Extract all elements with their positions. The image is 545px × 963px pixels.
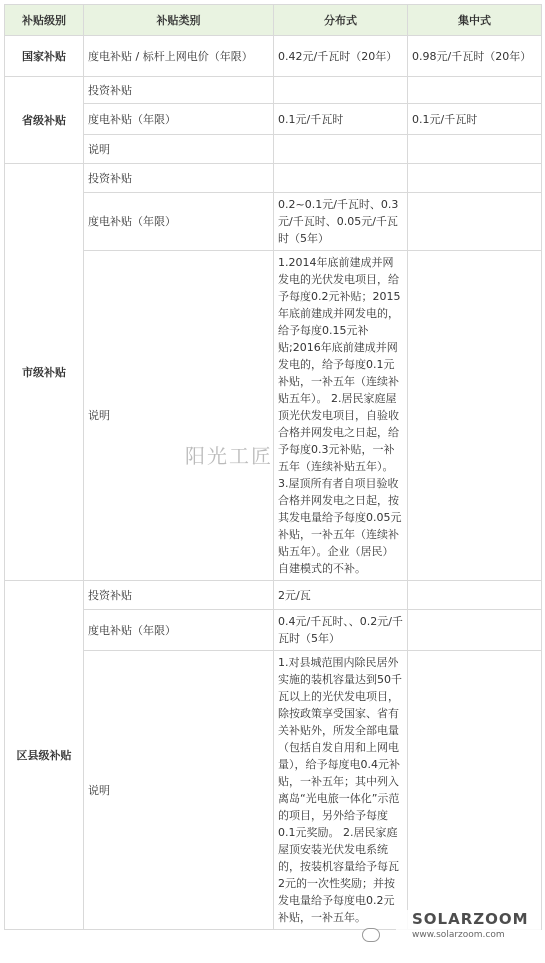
centralized-cell (408, 77, 542, 104)
table-row (5, 193, 542, 251)
centralized-cell: 0.98元/千瓦时（20年） (408, 36, 542, 77)
centralized-cell (408, 193, 542, 251)
logo-url: www.solarzoom.com (412, 930, 505, 940)
table-row (5, 77, 542, 104)
centralized-cell (408, 135, 542, 164)
level-national: 国家补贴 (5, 36, 84, 77)
centralized-cell: 0.1元/千瓦时 (408, 104, 542, 135)
distributed-cell: 0.2~0.1元/千瓦时、0.3元/千瓦时、0.05元/千瓦时（5年） (274, 193, 408, 251)
centralized-cell (408, 651, 542, 930)
table-row (5, 164, 542, 193)
level-provincial: 省级补贴 (5, 77, 84, 164)
table-row (5, 610, 542, 651)
category-cell: 投资补贴 (84, 581, 274, 610)
distributed-cell: 2元/瓦 (274, 581, 408, 610)
distributed-cell (274, 164, 408, 193)
header-row (5, 5, 542, 36)
subsidy-table (4, 4, 542, 930)
centralized-cell (408, 251, 542, 581)
solarzoom-logo (396, 910, 541, 958)
category-cell: 说明 (84, 135, 274, 164)
centralized-cell (408, 164, 542, 193)
note-text-cell: 1.对县城范围内除民居外实施的装机容量达到50千瓦以上的光伏发电项目，除按政策享受国家、省有关补贴外，所发全部电量（包括自发自用和上网电量），给予每度电0.4元补贴，一补五年；其中列入离岛“光电旅一体化”示范的项目，另外给予每度0.1元奖励。 2.居民家庭屋顶安装光伏发电系统的，按装机容量给予每瓦2元的一次性奖励；并按发电量给予每度电0.2元补贴，一补五年。 (274, 651, 408, 930)
category-cell: 说明 (84, 251, 274, 581)
distributed-cell: 0.4元/千瓦时、、0.2元/千瓦时（5年） (274, 610, 408, 651)
level-city: 市级补贴 (5, 164, 84, 581)
table-row (5, 651, 542, 930)
category-cell: 度电补贴 / 标杆上网电价（年限） (84, 36, 274, 77)
table-row (5, 104, 542, 135)
table-row (5, 581, 542, 610)
category-cell: 投资补贴 (84, 77, 274, 104)
category-cell: 投资补贴 (84, 164, 274, 193)
wechat-icon (362, 928, 380, 942)
table-row (5, 251, 542, 581)
table-row (5, 36, 542, 77)
category-cell: 度电补贴（年限） (84, 610, 274, 651)
category-cell: 度电补贴（年限） (84, 193, 274, 251)
centralized-cell (408, 581, 542, 610)
note-text-cell: 1.2014年底前建成并网发电的光伏发电项目，给予每度0.2元补贴；2015年底前建成并网发电的，给予每度0.15元补贴;2016年底前建成并网发电的，给予每度0.1元补贴，一补五年（连续补贴五年）。 2.居民家庭屋顶光伏发电项目，自验收合格并网发电之日起，给予每度0.3元补贴，一补五年（连续补贴五年）。 3.屋顶所有者自项目验收合格并网发电之日起，按其发电量给予每度0.05元补贴，一补五年（连续补贴五年）。企业（居民）自建模式的不补。 (274, 251, 408, 581)
category-cell: 度电补贴（年限） (84, 104, 274, 135)
centralized-cell (408, 610, 542, 651)
distributed-cell (274, 77, 408, 104)
category-cell: 说明 (84, 651, 274, 930)
watermark: 阳光工匠 (185, 444, 273, 468)
distributed-cell (274, 135, 408, 164)
header-category: 补贴类别 (84, 5, 274, 36)
distributed-cell: 0.42元/千瓦时（20年） (274, 36, 408, 77)
logo-name: SOLARZOOM (412, 910, 529, 928)
header-distributed: 分布式 (274, 5, 408, 36)
distributed-cell: 0.1元/千瓦时 (274, 104, 408, 135)
header-centralized: 集中式 (408, 5, 542, 36)
header-level: 补贴级别 (5, 5, 84, 36)
level-county: 区县级补贴 (5, 581, 84, 930)
table-row (5, 135, 542, 164)
